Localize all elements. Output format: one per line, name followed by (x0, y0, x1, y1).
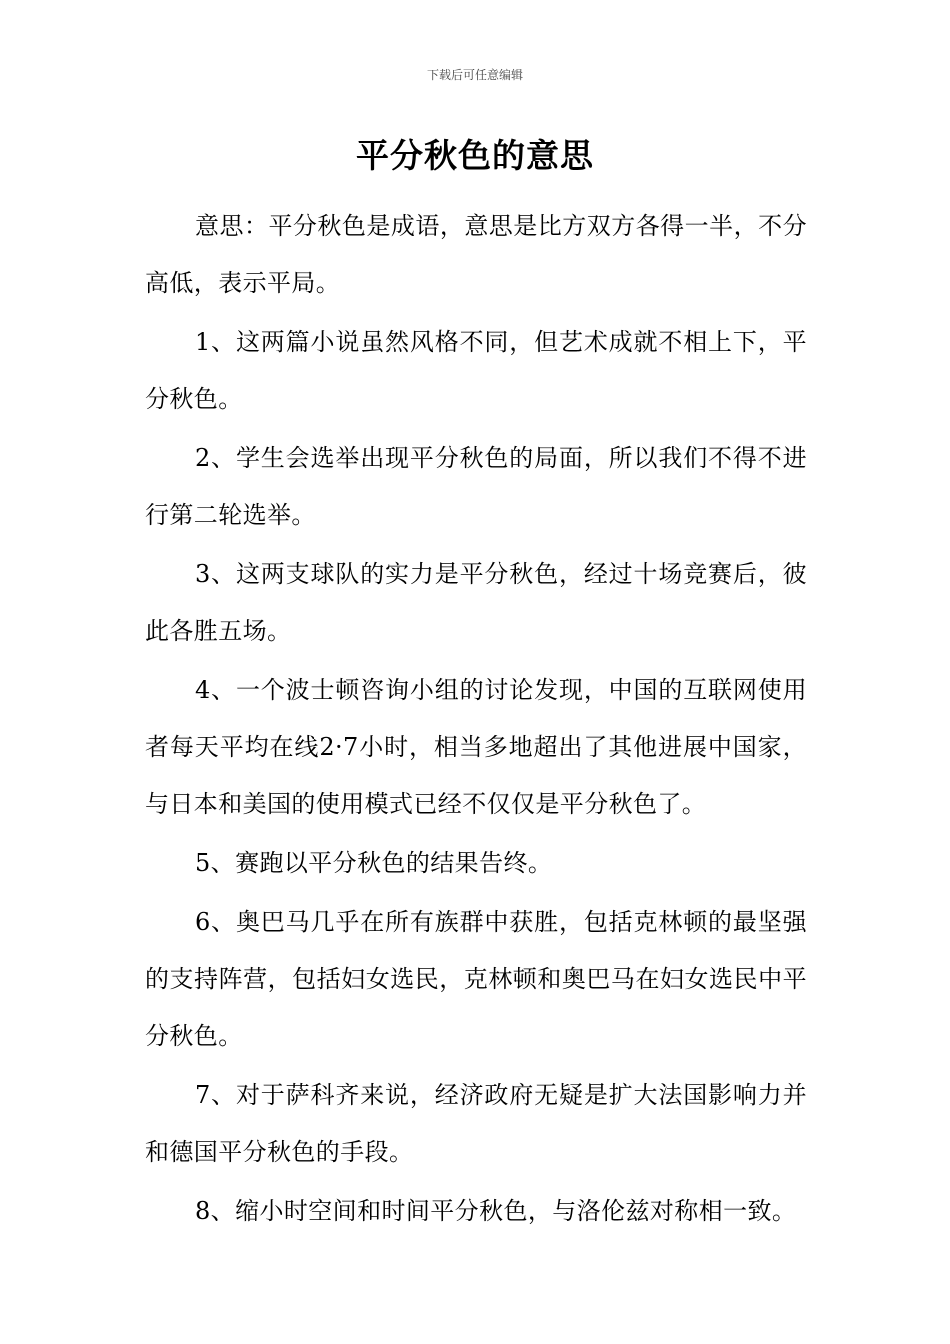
document-body (145, 198, 807, 1242)
header-note: 下载后可任意编辑 (426, 68, 523, 82)
paragraph-definition: 意思：平分秋色是成语，意思是比方双方各得一半，不分高低，表示平局。 (145, 212, 807, 297)
paragraph-example-4: 4、一个波士顿咨询小组的讨论发现，中国的互联网使用者每天平均在线2·7小时，相当多地超出了其他进展中国家，与日本和美国的使用模式已经不仅仅是平分秋色了。 (145, 676, 807, 818)
paragraph-example-6: 6、奥巴马几乎在所有族群中获胜，包括克林顿的最坚强的支持阵营，包括妇女选民，克林顿和奥巴马在妇女选民中平分秋色。 (145, 908, 807, 1050)
paragraph-example-7: 7、对于萨科齐来说，经济政府无疑是扩大法国影响力并和德国平分秋色的手段。 (145, 1081, 807, 1166)
paragraph-example-2: 2、学生会选举出现平分秋色的局面，所以我们不得不进行第二轮选举。 (145, 444, 807, 529)
paragraph-example-1: 1、这两篇小说虽然风格不同，但艺术成就不相上下，平分秋色。 (145, 328, 807, 413)
document-title: 平分秋色的意思 (356, 136, 594, 175)
paragraph-example-5: 5、赛跑以平分秋色的结果告终。 (195, 849, 553, 877)
paragraph-example-3: 3、这两支球队的实力是平分秋色，经过十场竞赛后，彼此各胜五场。 (145, 560, 807, 645)
paragraph-example-8: 8、缩小时空间和时间平分秋色，与洛伦兹对称相一致。 (195, 1197, 797, 1225)
